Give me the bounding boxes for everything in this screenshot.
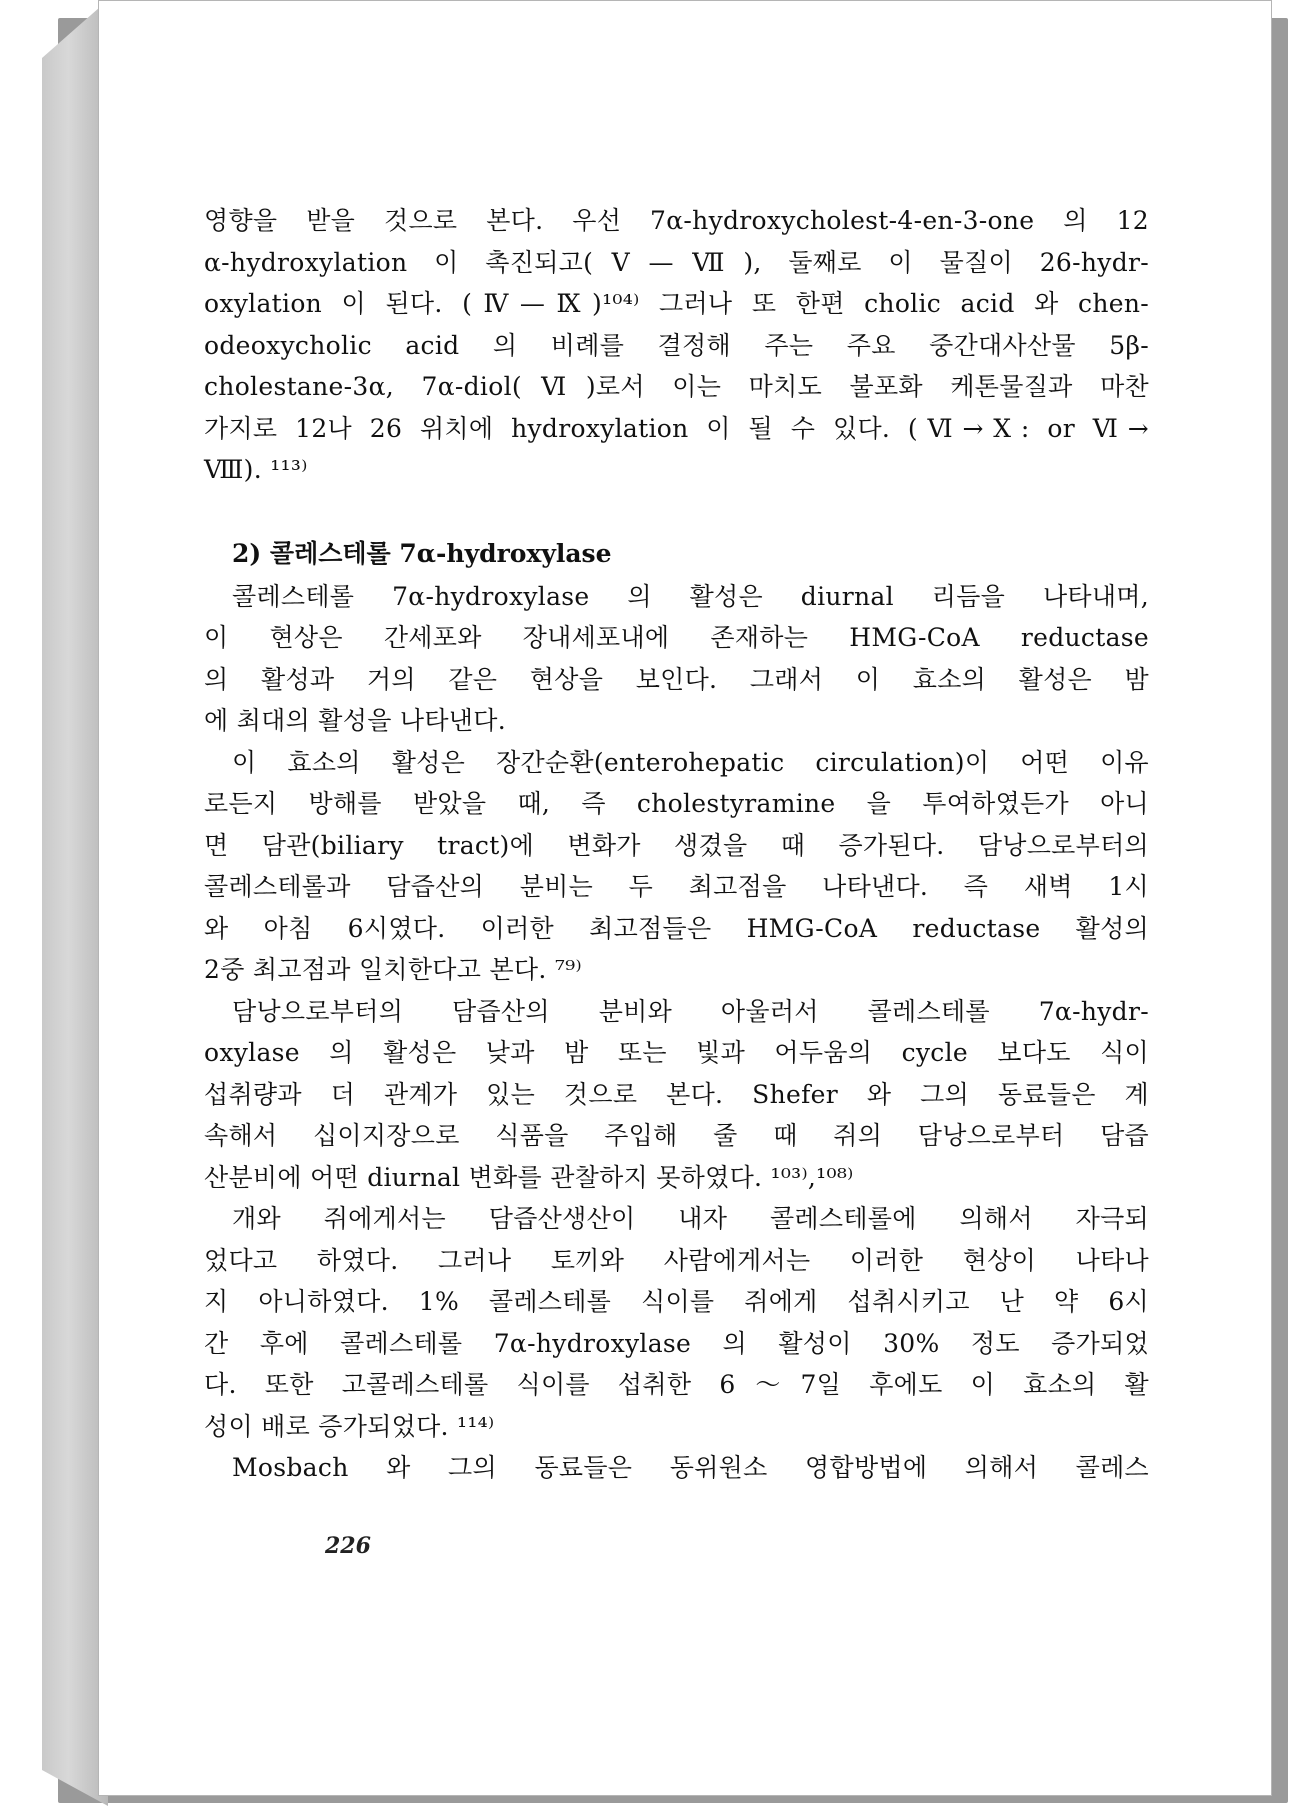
text-line: 지 아니하였다. 1% 콜레스테롤 식이를 쥐에게 섭취시키고 난 약 6시 (204, 1287, 1149, 1316)
text-line: 콜레스테롤 7α-hydroxylase 의 활성은 diurnal 리듬을 나타내며, (232, 581, 1149, 611)
paragraph-6 (204, 1447, 1149, 1489)
text-line: α-hydroxylation 이 촉진되고(Ⅴ—Ⅶ), 둘째로 이 물질이 26-hydr- (204, 247, 1149, 277)
paragraph-3 (204, 742, 1149, 991)
text-line: 성이 배로 증가되었다. ¹¹⁴⁾ (204, 1411, 495, 1441)
text-line: 콜레스테롤과 담즙산의 분비는 두 최고점을 나타낸다. 즉 새벽 1시 (204, 872, 1149, 901)
text-line: 섭취량과 더 관계가 있는 것으로 본다. Shefer 와 그의 동료들은 계 (204, 1079, 1149, 1109)
text-line: 속해서 십이지장으로 식품을 주입해 줄 때 쥐의 담낭으로부터 담즙 (204, 1121, 1149, 1150)
text-line: 영향을 받을 것으로 본다. 우선 7α-hydroxycholest-4-en-3-one 의 12 (204, 206, 1149, 235)
text-line: odeoxycholic acid 의 비례를 결정해 주는 주요 중간대사산물 5β- (204, 330, 1149, 360)
text-line: oxylase 의 활성은 낮과 밤 또는 빛과 어두움의 cycle 보다도 식이 (204, 1038, 1149, 1067)
text-line: 의 활성과 거의 같은 현상을 보인다. 그래서 이 효소의 활성은 밤 (204, 664, 1149, 694)
text-line: 간 후에 콜레스테롤 7α-hydroxylase 의 활성이 30% 정도 증가되었 (204, 1328, 1149, 1358)
text-line: 와 아침 6시였다. 이러한 최고점들은 HMG-CoA reductase 활성의 (204, 913, 1149, 943)
text-line: 이 효소의 활성은 장간순환(enterohepatic circulation)이 어떤 이유 (232, 747, 1149, 777)
text-line: 로든지 방해를 받았을 때, 즉 cholestyramine 을 투여하였든가 아니 (204, 789, 1149, 818)
text-line: 담낭으로부터의 담즙산의 분비와 아울러서 콜레스테롤 7α-hydr- (232, 996, 1149, 1026)
text-line: 에 최대의 활성을 나타낸다. (204, 706, 506, 735)
text-line: 산분비에 어떤 diurnal 변화를 관찰하지 못하였다. ¹⁰³⁾,¹⁰⁸⁾ (204, 1162, 854, 1192)
text-line: 2중 최고점과 일치한다고 본다. ⁷⁹⁾ (204, 955, 582, 984)
text-line: Mosbach 와 그의 동료들은 동위원소 영합방법에 의해서 콜레스 (232, 1453, 1149, 1482)
page-content (204, 200, 1149, 1489)
text-line: Ⅷ). ¹¹³⁾ (204, 455, 308, 484)
text-line: 개와 쥐에게서는 담즙산생산이 내자 콜레스테롤에 의해서 자극되 (232, 1204, 1149, 1233)
paragraph-5 (204, 1198, 1149, 1447)
paragraph-1 (204, 200, 1149, 491)
text-line: 이 현상은 간세포와 장내세포내에 존재하는 HMG-CoA reductase (204, 623, 1149, 652)
section-heading: 2) 콜레스테롤 7α-hydroxylase (232, 538, 612, 568)
text-line: 었다고 하였다. 그러나 토끼와 사람에게서는 이러한 현상이 나타나 (204, 1245, 1149, 1275)
text-line: cholestane-3α, 7α-diol(Ⅵ)로서 이는 마치도 불포화 케톤물질과 마찬 (204, 372, 1149, 401)
paragraph-4 (204, 991, 1149, 1199)
text-line: oxylation 이 된다. (Ⅳ—Ⅸ)¹⁰⁴⁾ 그러나 또 한편 cholic acid 와 chen- (204, 289, 1149, 318)
text-line: 가지로 12나 26 위치에 hydroxylation 이 될 수 있다. (Ⅵ→Ⅹ: or Ⅵ→ (204, 413, 1149, 443)
text-line: 면 담관(biliary tract)에 변화가 생겼을 때 증가된다. 담낭으로부터의 (204, 830, 1149, 860)
text-line: 다. 또한 고콜레스테롤 식이를 섭취한 6～7일 후에도 이 효소의 활 (204, 1370, 1149, 1399)
page-number: 226 (325, 1533, 371, 1559)
paragraph-2 (204, 576, 1149, 742)
